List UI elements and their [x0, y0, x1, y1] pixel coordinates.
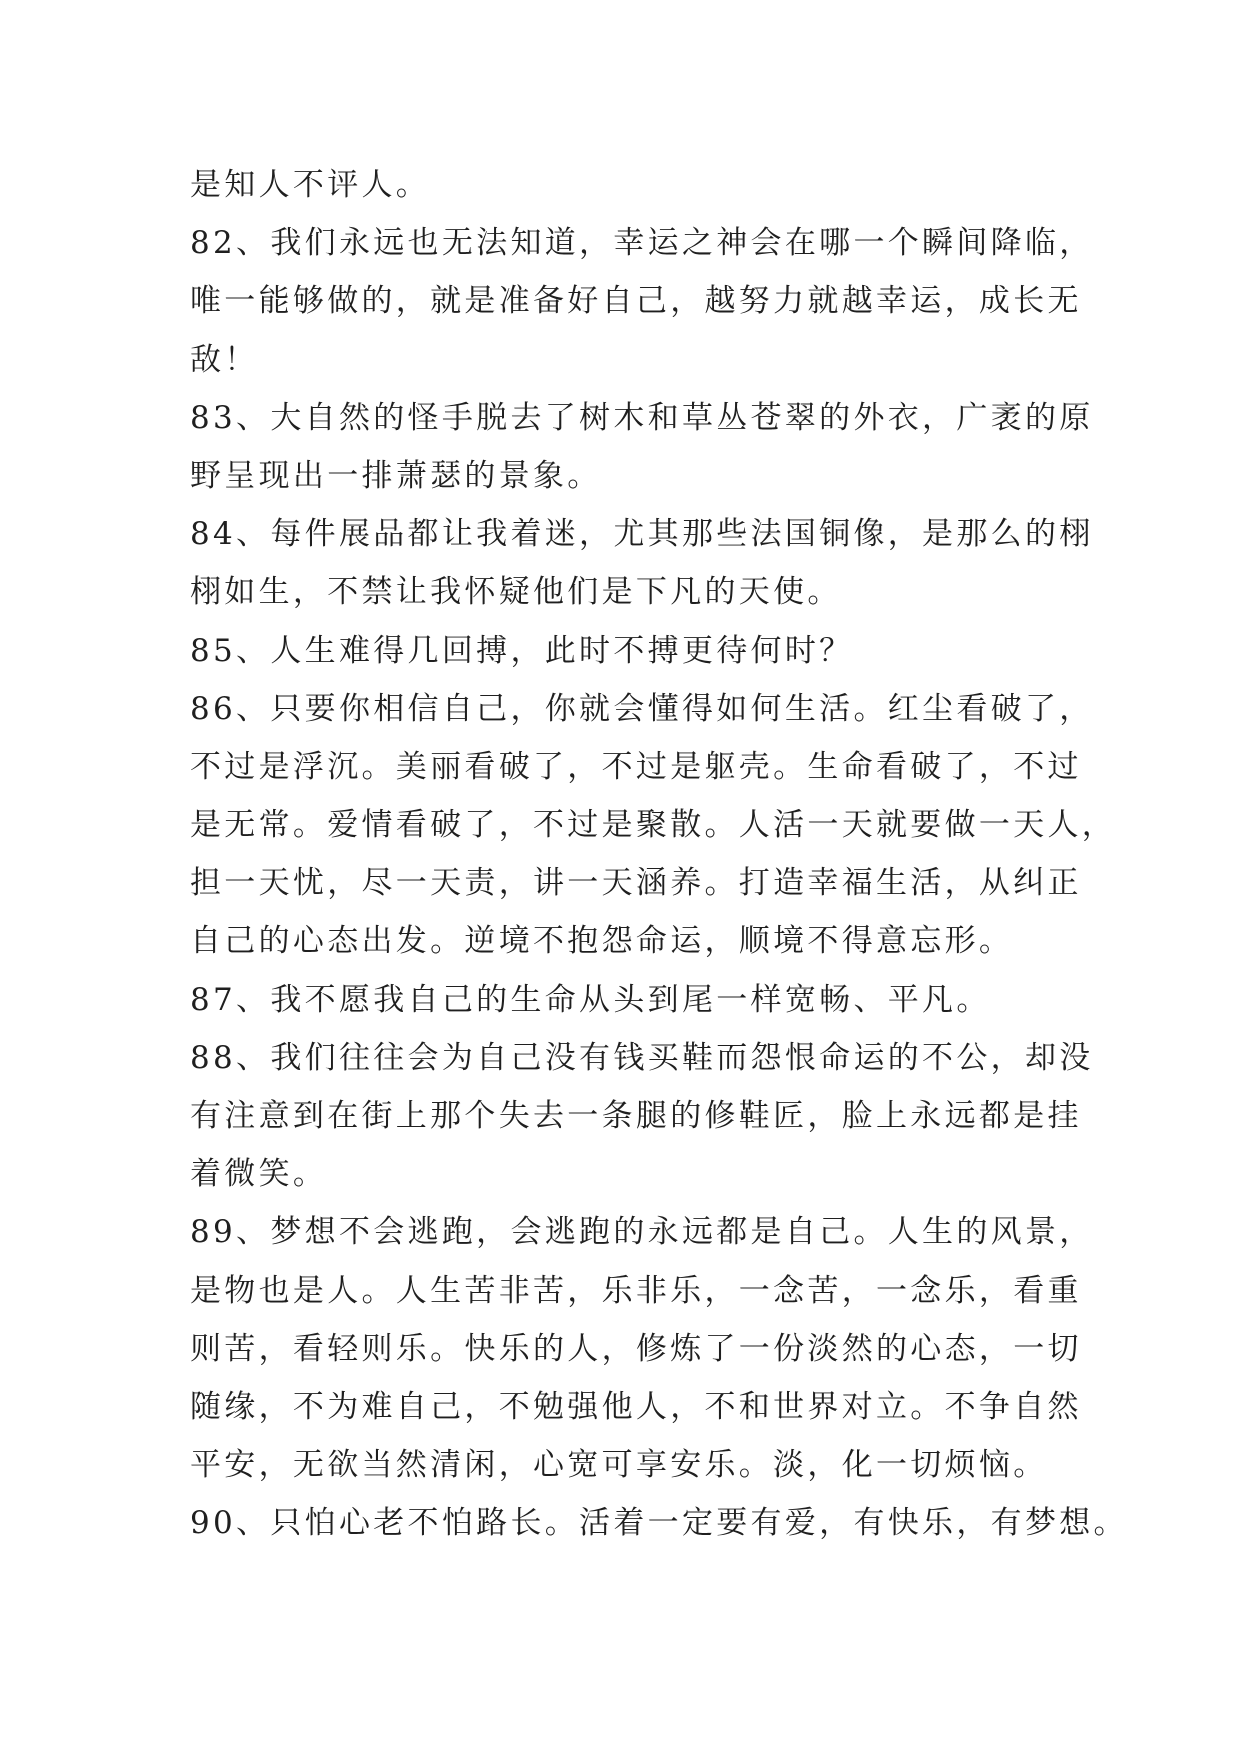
text-line: 90、只怕心老不怕路长。活着一定要有爱，有快乐，有梦想。	[190, 1505, 1128, 1542]
text-line: 着微笑。	[190, 1156, 328, 1193]
text-line: 83、大自然的怪手脱去了树木和草丛苍翠的外衣，广袤的原	[190, 399, 1094, 436]
text-line: 87、我不愿我自己的生命从头到尾一样宽畅、平凡。	[190, 981, 991, 1018]
body-text	[190, 156, 1128, 1553]
text-line: 是知人不评人。	[190, 167, 431, 203]
text-line: 86、只要你相信自己，你就会懂得如何生活。红尘看破了，	[190, 690, 1094, 727]
text-line: 有注意到在街上那个失去一条腿的修鞋匠，脸上永远都是挂	[190, 1098, 1082, 1134]
text-line: 不过是浮沉。美丽看破了，不过是躯壳。生命看破了，不过	[190, 748, 1082, 785]
text-line: 88、我们往往会为自己没有钱买鞋而怨恨命运的不公，却没	[190, 1039, 1094, 1076]
text-line: 89、梦想不会逃跑，会逃跑的永远都是自己。人生的风景，	[190, 1214, 1094, 1251]
text-line: 是无常。爱情看破了，不过是聚散。人活一天就要做一天人，	[190, 807, 1117, 844]
text-line: 随缘，不为难自己，不勉强他人，不和世界对立。不争自然	[190, 1388, 1082, 1425]
text-line: 担一天忧，尽一天责，讲一天涵养。打造幸福生活，从纠正	[190, 865, 1082, 902]
text-line: 则苦，看轻则乐。快乐的人，修炼了一份淡然的心态，一切	[190, 1330, 1082, 1367]
text-line: 平安，无欲当然清闲，心宽可享安乐。淡，化一切烦恼。	[190, 1447, 1048, 1484]
text-line: 85、人生难得几回搏，此时不搏更待何时？	[190, 632, 854, 669]
text-line: 84、每件展品都让我着迷，尤其那些法国铜像，是那么的栩	[190, 516, 1094, 553]
text-line: 栩如生，不禁让我怀疑他们是下凡的天使。	[190, 574, 842, 611]
text-line: 自己的心态出发。逆境不抱怨命运，顺境不得意忘形。	[190, 923, 1014, 960]
text-line: 野呈现出一排萧瑟的景象。	[190, 457, 602, 494]
text-line: 82、我们永远也无法知道，幸运之神会在哪一个瞬间降临，	[190, 225, 1094, 262]
text-line: 是物也是人。人生苦非苦，乐非乐，一念苦，一念乐，看重	[190, 1272, 1082, 1309]
text-line: 唯一能够做的，就是准备好自己，越努力就越幸运，成长无	[190, 283, 1082, 320]
text-line: 敌！	[190, 341, 259, 378]
